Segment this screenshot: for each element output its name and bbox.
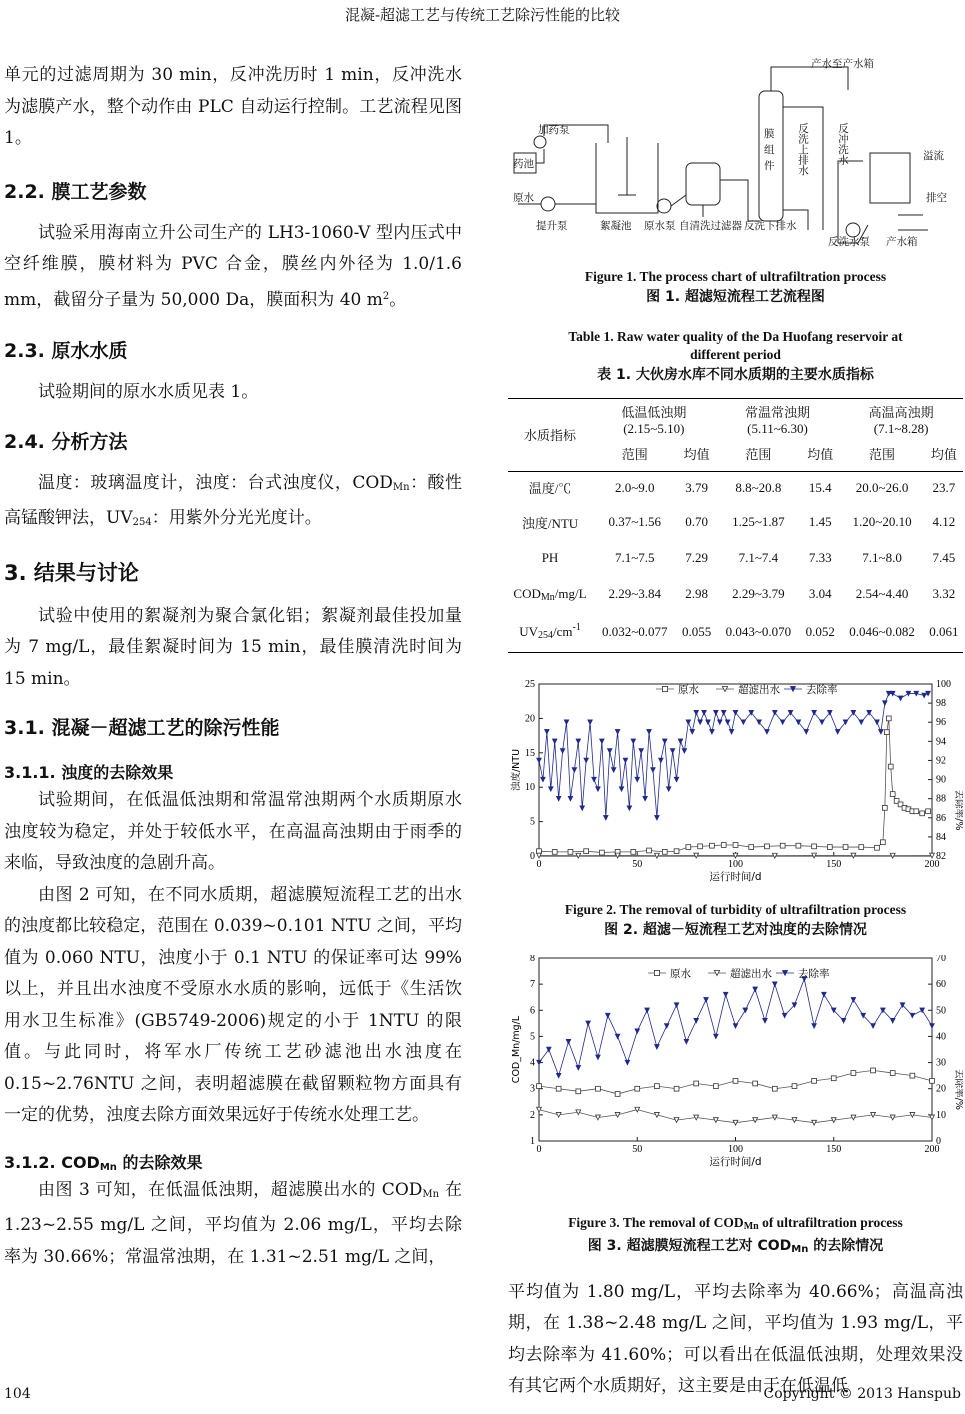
table-sub-mean-3: 均值 [930,447,957,463]
data-point [605,1013,610,1018]
table-index-header: 水质指标 [508,399,592,472]
y2-axis-label: 去除率/% [953,1068,963,1110]
data-point [615,1091,620,1096]
series-超滤出水 [537,853,935,858]
y2-tick-label: 50 [936,1004,946,1016]
data-point [556,1073,561,1078]
data-point [686,844,691,849]
y2-tick-label: 98 [936,697,946,709]
data-point [812,843,817,848]
data-point [584,758,589,763]
data-point [596,786,601,791]
table-sub-range-2: 范围 [745,447,772,463]
data-point [670,748,675,753]
data-point [890,1070,895,1075]
x-axis-label: 运行时间/d [709,870,762,883]
data-point [658,758,663,763]
data-point [772,1086,777,1091]
x-axis-label: 运行时间/d [709,1155,762,1168]
paragraph-right-end: 平均值为 1.80 mg/L，平均去除率为 40.66%；高温高浊期，在 1.38~2.48 mg/L 之间，平均值为 1.93 mg/L，平均去除率为 41.60%；可以看出在低温低浊期，处理效果没有其它两个水质期好，这主要是由于在低温低 [508,1281,963,1396]
data-point [831,1075,836,1080]
x-tick-label: 200 [924,1143,940,1155]
series-去除率 [537,976,935,1078]
data-point [721,842,726,847]
y-tick-label: 15 [525,747,535,759]
data-point [710,843,715,848]
data-point [884,729,889,734]
data-point [537,1083,542,1088]
data-point [796,843,801,848]
paragraph-2-2: 试验采用海南立升公司生产的 LH3-1060-V 型内压式中空纤维膜，膜材料为 PVC 合金，膜丝内外径为 1.0/1.6 mm，截留分子量为 50,000 Da，膜面积为 40 $m^2$。 [4,222,462,310]
data-point [910,1013,915,1018]
y2-tick-label: 20 [936,1083,946,1095]
data-point [584,848,589,853]
legend-label: 超滤出水 [730,967,772,980]
table-sub-mean-2: 均值 [807,447,834,463]
y2-tick-label: 40 [936,1030,946,1042]
table-row: 温度/℃ 2.0~9.0 3.79 8.8~20.8 15.4 20.0~26.0 23.7 [528,479,956,497]
data-point [914,808,919,813]
figure-3-caption-zh: 图 3. 超滤膜短流程工艺对 CODMn 的去除情况 [587,1237,884,1255]
dosing-pump-shape [534,136,546,148]
data-point [721,710,726,715]
data-point [753,986,758,991]
y2-tick-label: 94 [936,735,946,747]
data-point [741,719,746,724]
right-column [508,55,963,1403]
series-原水 [537,1068,935,1096]
data-point [537,758,542,763]
data-point [851,997,856,1002]
section-3-1-heading: 3.1. 混凝－超滤工艺的除污性能 [4,717,280,739]
data-point [886,716,891,721]
y-tick-label: 1 [530,1135,535,1147]
data-point [888,764,893,769]
paragraph-2-3: 试验期间的原水水质见表 1。 [38,382,259,402]
label-drain: 排空 [926,192,947,204]
table-row: PH 7.1~7.5 7.29 7.1~7.4 7.33 7.1~8.0 7.45 [541,550,956,565]
data-point [639,748,644,753]
self-cleaning-filter-shape [686,163,720,205]
data-point [820,719,825,724]
y-tick-label: 10 [525,781,535,793]
data-point [635,777,640,782]
data-point [635,1086,640,1091]
label-lift-pump: 提升泵 [536,220,568,232]
paragraph-intro: 单元的过滤周期为 30 min，反冲洗历时 1 min，反冲洗水为滤膜产水，整个动作由 PLC 自动运行控制。工艺流程见图 1。 [4,65,462,148]
y2-tick-label: 92 [936,754,946,766]
data-point [910,1073,915,1078]
table-row: 浊度/NTU 0.37~1.56 0.70 1.25~1.87 1.45 1.20~20.10 4.12 [521,514,956,531]
y-tick-label: 4 [530,1057,535,1069]
data-point [556,796,561,801]
data-point [930,1078,935,1083]
lift-pump-shape [541,197,555,211]
data-point [541,777,546,782]
y2-tick-label: 90 [936,774,946,786]
data-point [743,1007,748,1012]
data-point [655,1083,660,1088]
y-tick-label: 8 [530,954,535,964]
y2-tick-label: 88 [936,793,946,805]
paragraph-3-1-2: 由图 3 可知，在低温低浊期，超滤膜出水的 CODMn 在 1.23~2.55 mg/L 之间，平均值为 2.06 mg/L，平均去除率为 30.66%；常温常浊期，在 1.31~2.51 mg/L 之间， [4,1179,462,1267]
data-point [580,805,585,810]
data-point [662,849,667,854]
data-point [859,844,864,849]
label-dosing-pump: 加药泵 [538,124,570,136]
y2-axis-label: 去除率/% [953,789,963,830]
section-3-heading: 3. 结果与讨论 [4,560,139,585]
series-去除率 [537,691,931,820]
data-point [733,1023,738,1028]
data-point [548,786,553,791]
data-point [560,748,565,753]
label-membrane-1: 膜 [764,128,775,140]
turbidity-removal-chart [508,675,963,887]
chart-legend [656,683,838,696]
data-point [596,1086,601,1091]
data-point [552,849,557,854]
y-tick-label: 20 [525,712,535,724]
series-原水 [537,716,931,855]
figure-1-caption-zh: 图 1. 超滤短流程工艺流程图 [646,289,825,305]
legend-label: 原水 [678,683,699,696]
label-backwash-drain-upper: 反洗上排水 [797,123,809,176]
data-point [662,738,667,743]
data-point [702,710,707,715]
data-point [625,1060,630,1065]
data-point [713,1034,718,1039]
data-point [576,1088,581,1093]
x-tick-label: 50 [632,1143,643,1155]
data-point [729,729,734,734]
paragraph-3: 试验中使用的絮凝剂为聚合氯化铝；絮凝剂最佳投加量为 7 mg/L，最佳絮凝时间为 15 min，最佳膜清洗时间为 15 min。 [4,605,462,689]
data-point [827,844,832,849]
data-point [678,738,683,743]
table-period-2-header: 常温常浊期 (5.11~6.30) [716,399,840,438]
label-self-cleaning-filter: 自清洗过滤器 [679,220,742,232]
label-membrane-2: 组 [764,144,775,156]
data-point [566,1039,571,1044]
data-point [710,729,715,734]
data-point [690,729,695,734]
plot-frame [539,684,932,856]
x-tick-label: 0 [536,1143,542,1155]
data-point [664,1023,669,1028]
y2-tick-label: 100 [936,678,951,690]
data-point [812,1023,817,1028]
y2-tick-label: 70 [936,954,946,964]
data-point [655,1044,660,1049]
data-point [684,1039,689,1044]
label-product-tank: 产水箱 [886,236,918,248]
data-point [647,848,652,853]
data-point [920,810,925,815]
data-point [882,700,887,705]
data-point [880,839,885,844]
section-2-4-heading: 2.4. 分析方法 [4,430,128,453]
data-point [596,1054,601,1059]
table-row: $UV254/cm^{-1}$ 0.032~0.077 0.055 0.043~0.070 0.052 0.046~0.082 0.061 [508,612,963,652]
data-point [725,719,730,724]
data-point [920,1007,925,1012]
raw-water-pump-shape [657,199,671,213]
data-point [572,767,577,772]
y-tick-label: 3 [530,1083,535,1095]
y-tick-label: 7 [530,978,535,990]
label-medicine-tank: 药池 [513,158,534,170]
data-point [879,729,884,734]
data-point [822,992,827,997]
running-header: 混凝-超滤工艺与传统工艺除污性能的比较 [344,6,621,24]
data-point [674,1086,679,1091]
data-point [859,719,864,724]
data-point [682,748,687,753]
label-raw-water-pump: 原水泵 [644,220,676,232]
data-point [662,686,667,691]
data-point [706,719,711,724]
data-point [568,796,573,801]
data-point [871,1068,876,1073]
label-backwash-pump: 反洗水泵 [828,236,870,248]
data-point [871,1023,876,1028]
table-1-caption-zh: 表 1. 大伙房水库不同水质期的主要水质指标 [597,367,874,383]
data-point [588,719,593,724]
data-point [780,719,785,724]
y2-tick-label: 96 [936,716,946,728]
y2-tick-label: 82 [936,850,946,862]
x-tick-label: 100 [728,858,743,870]
table-period-3-header: 高温高浊期 (7.1~8.28) [839,399,963,438]
process-flow-diagram [508,55,963,250]
table-period-1-header: 低温低浊期 (2.15~5.10) [592,399,716,438]
data-point [635,1028,640,1033]
data-point [792,1083,797,1088]
data-point [898,695,903,700]
y-tick-label: 6 [530,1004,535,1016]
product-tank-shape [870,153,910,203]
data-point [763,1018,768,1023]
table-sub-range-3: 范围 [869,447,896,463]
paragraph-3-1-1a: 试验期间，在低温低浊期和常温常浊期两个水质期原水浊度较为稳定，并处于较低水平，在高温高浊期由于雨季的来临，导致浊度的急剧升高。 [4,790,462,873]
data-point [694,710,699,715]
data-point [717,719,722,724]
data-point [607,748,612,753]
data-point [698,843,703,848]
paragraph-3-1-1b: 由图 2 可知，在不同水质期，超滤膜短流程工艺的出水的浊度都比较稳定，范围在 0.039~0.101 NTU 之间，平均值为 0.060 NTU，浊度小于 0.1 NTU 的保证率可达 99%以上，并且出水浊度不受原水水质的影响，远低于《生活饮用水卫生标准》(GB5749-2006)规定的小于 1NTU 的限值。与此同时，将军水厂传统工艺砂滤池出水浊度在 0.15~2.76NTU 之间，表明超滤膜在截留颗粒物方面具有一定的优势，浊度去除方面效果远好于传统水处理工艺。 [4,884,462,1125]
label-backwash-drain-lower: 反洗下排水 [744,220,797,232]
table-1-caption-en: Table 1. Raw water quality of the Da Huofang reservoir at different period [568,329,903,362]
data-point [926,808,931,813]
series-超滤出水 [537,1107,935,1125]
data-point [635,1107,640,1112]
y-axis-label: 浊度/NTU [511,748,522,791]
x-tick-label: 100 [728,1143,743,1155]
section-2-3-heading: 2.3. 原水水质 [4,340,128,362]
data-point [875,845,880,850]
data-point [611,767,616,772]
y2-tick-label: 0 [936,1135,941,1147]
table-sub-range-1: 范围 [621,447,648,463]
chart-legend [648,967,830,980]
data-point [655,815,660,820]
y-axis-label: COD_Mn/mg/L [511,1015,522,1083]
y2-tick-label: 30 [936,1057,946,1069]
data-point [651,767,656,772]
data-point [890,791,895,796]
data-point [733,842,738,847]
data-point [631,738,636,743]
data-point [654,970,659,975]
data-point [674,1002,679,1007]
data-point [713,1083,718,1088]
label-backwash-water: 反冲洗水 [837,123,849,165]
x-tick-label: 0 [536,858,542,870]
data-point [619,786,624,791]
label-overflow: 溢流 [923,150,944,162]
legend-label: 原水 [670,967,691,980]
data-point [643,796,648,801]
data-point [627,805,632,810]
data-point [772,981,777,986]
data-point [556,1086,561,1091]
data-point [882,805,887,810]
data-point [655,1112,660,1117]
left-column [4,60,462,1273]
data-point [599,850,604,855]
data-point [704,997,709,1002]
data-point [835,729,840,734]
y-tick-label: 5 [530,816,535,828]
data-point [841,1018,846,1023]
data-point [603,815,608,820]
data-point [623,758,628,763]
data-point [599,738,604,743]
data-point [930,1023,935,1028]
y-tick-label: 0 [530,850,535,862]
legend-label: 超滤出水 [738,683,780,696]
section-3-1-2-heading: 3.1.2. CODMn 的去除效果 [4,1152,203,1173]
data-point [851,1070,856,1075]
data-point [804,729,809,734]
data-point [782,1013,787,1018]
data-point [753,1081,758,1086]
page-number: 104 [4,1386,31,1402]
figure-2-caption-en: Figure 2. The removal of turbidity of ultrafiltration process [564,901,907,917]
y2-tick-label: 84 [936,831,946,843]
series-line [539,718,928,852]
legend-label: 去除率 [806,683,838,696]
paragraph-2-4: 温度：玻璃温度计，浊度：台式浊度仪，CODMn：酸性高锰酸钾法，UV254：用紫外分光光度计。 [4,472,463,528]
data-point [592,777,597,782]
x-tick-label: 200 [924,858,940,870]
data-point [576,1065,581,1070]
data-point [631,849,636,854]
section-2-2-heading: 2.2. 膜工艺参数 [4,180,147,203]
data-point [843,844,848,849]
data-point [723,992,728,997]
y2-tick-label: 86 [936,812,946,824]
data-point [564,719,569,724]
data-point [686,719,691,724]
data-point [568,849,573,854]
data-point [615,729,620,734]
data-point [765,729,770,734]
data-point [674,848,679,853]
table-row: CODMn/mg/L 2.29~3.84 2.98 2.29~3.79 3.04 2.54~4.40 3.32 [513,585,956,603]
data-point [647,729,652,734]
x-tick-label: 50 [632,858,643,870]
label-raw-water: 原水 [513,192,534,204]
x-tick-label: 150 [826,858,842,870]
data-point [749,844,754,849]
figure-1-caption-en: Figure 1. The process chart of ultrafiltration process [584,269,887,284]
data-point [544,729,549,734]
y-tick-label: 2 [530,1109,535,1121]
data-point [537,1107,542,1112]
y-tick-label: 5 [530,1030,535,1042]
backwash-pump-shape [846,223,860,237]
data-point [694,1081,699,1086]
codmn-removal-chart [508,955,963,1170]
data-point [615,1034,620,1039]
data-point [586,1020,591,1025]
data-point [576,738,581,743]
data-point [552,738,557,743]
data-point [890,1018,895,1023]
data-point [645,1007,650,1012]
copyright: Copyright © 2013 Hanspub [763,1386,961,1402]
data-point [875,719,880,724]
figure-2-caption-zh: 图 2. 超滤－短流程工艺对浊度的去除情况 [604,921,867,938]
data-point [674,777,679,782]
data-point [694,1018,699,1023]
legend-label: 去除率 [798,967,830,980]
data-point [733,1078,738,1083]
label-product-to-tank: 产水至产水箱 [811,58,874,70]
y2-tick-label: 60 [936,978,946,990]
data-point [698,719,703,724]
data-point [780,843,785,848]
y2-tick-label: 10 [936,1109,946,1121]
table-sub-mean-1: 均值 [683,447,710,463]
data-point [765,843,770,848]
data-point [713,710,718,715]
x-tick-label: 150 [826,1143,842,1155]
label-membrane-3: 件 [764,160,775,172]
y-tick-label: 25 [525,678,535,690]
label-flocculation-tank: 絮凝池 [600,220,632,232]
raw-water-quality-table [508,398,963,653]
data-point [812,1078,817,1083]
membrane-module-shape [759,91,783,221]
figure-3-caption-en: Figure 3. The removal of CODMn of ultrafiltration process [568,1214,903,1232]
data-point [666,786,671,791]
section-3-1-1-heading: 3.1.1. 浊度的去除效果 [4,763,174,782]
